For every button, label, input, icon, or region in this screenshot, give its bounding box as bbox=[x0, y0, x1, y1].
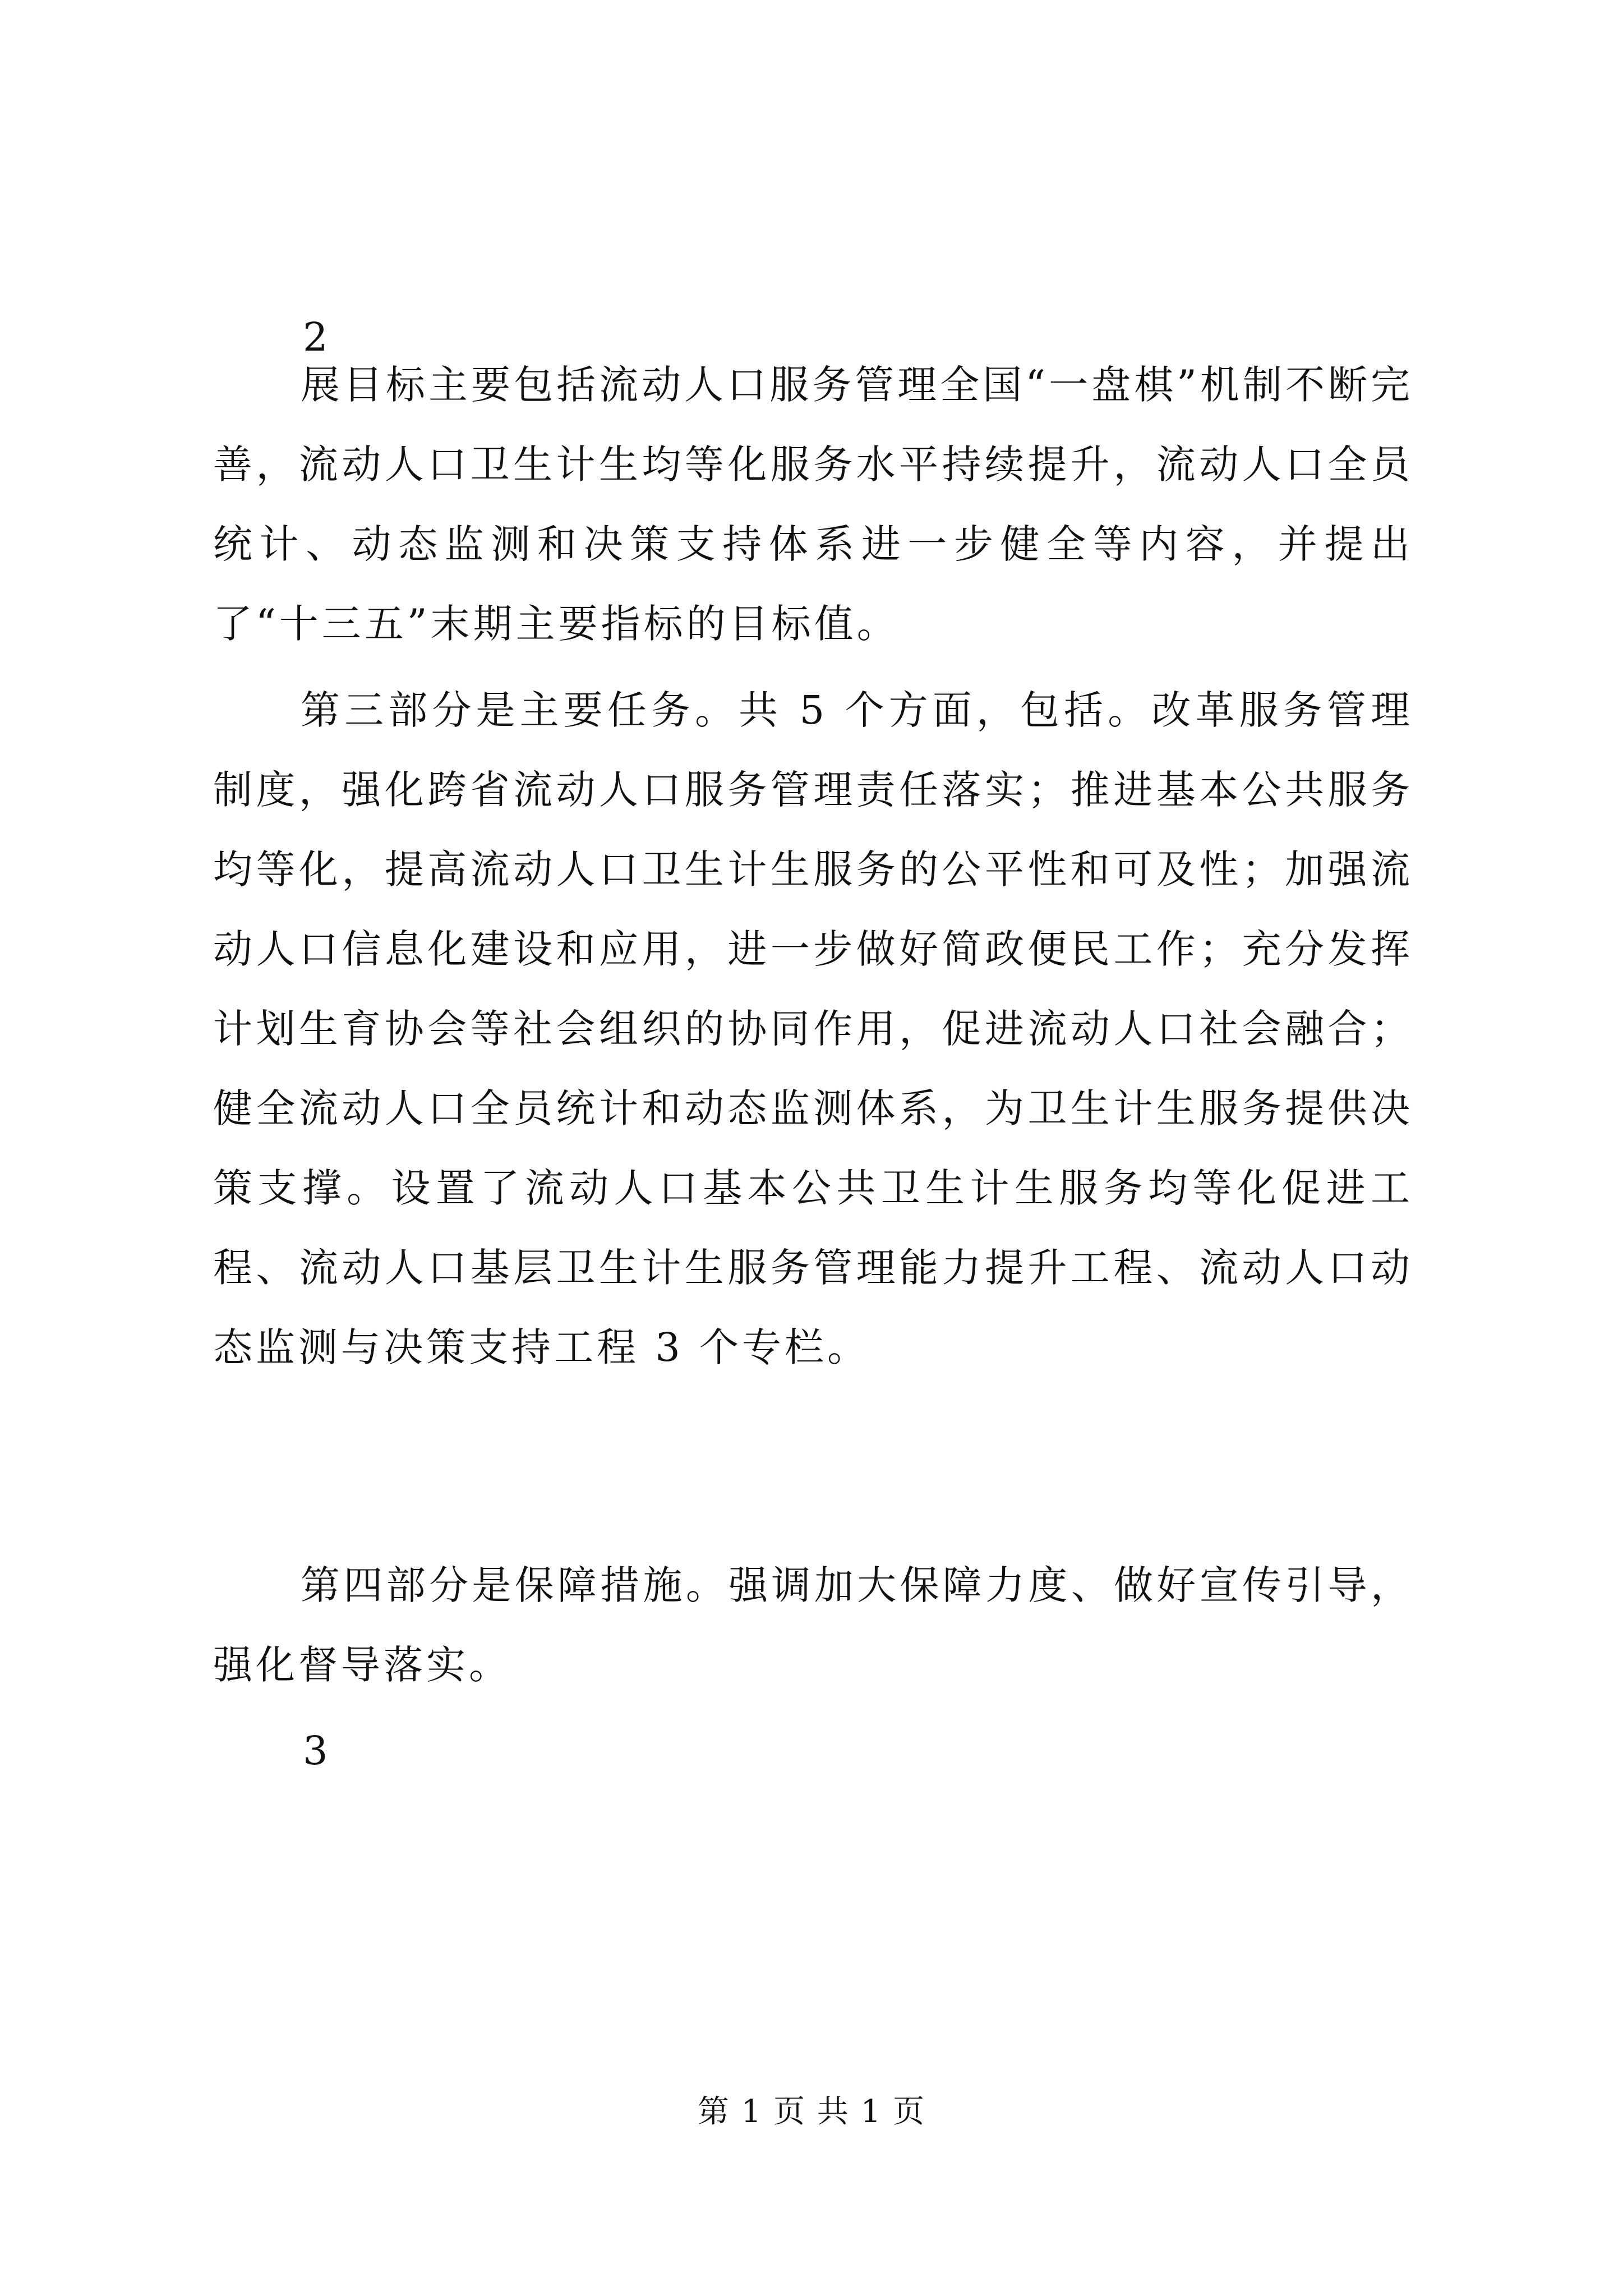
paragraph-safeguard-measures: 第四部分是保障措施。强调加大保障力度、做好宣传引导，强化督导落实。 bbox=[213, 1562, 1413, 1688]
page-number-marker-top: 2 bbox=[303, 314, 328, 360]
page-number-marker-bottom: 3 bbox=[303, 1728, 328, 1774]
page-footer: 第 1 页 共 1 页 bbox=[697, 2093, 926, 2130]
paragraph-development-goals: 展目标主要包括流动人口服务管理全国“一盘棋”机制不断完善，流动人口卫生计生均等化服务水平持续提升，流动人口全员统计、动态监测和决策支持体系进一步健全等内容，并提出了“十三五”末期主要指标的目标值。 bbox=[213, 362, 1413, 647]
paragraph-main-tasks: 第三部分是主要任务。共 5 个方面，包括。改革服务管理制度，强化跨省流动人口服务管理责任落实；推进基本公共服务均等化，提高流动人口卫生计生服务的公平性和可及性；加强流动人口信息化建设和应用，进一步做好简政便民工作；充分发挥计划生育协会等社会组织的协同作用，促进流动人口社会融合；健全流动人口全员统计和动态监测体系，为卫生计生服务提供决策支撑。设置了流动人口基本公共卫生计生服务均等化促进工程、流动人口基层卫生计生服务管理能力提升工程、流动人口动态监测与决策支持工程 3 个专栏。 bbox=[213, 687, 1413, 1370]
